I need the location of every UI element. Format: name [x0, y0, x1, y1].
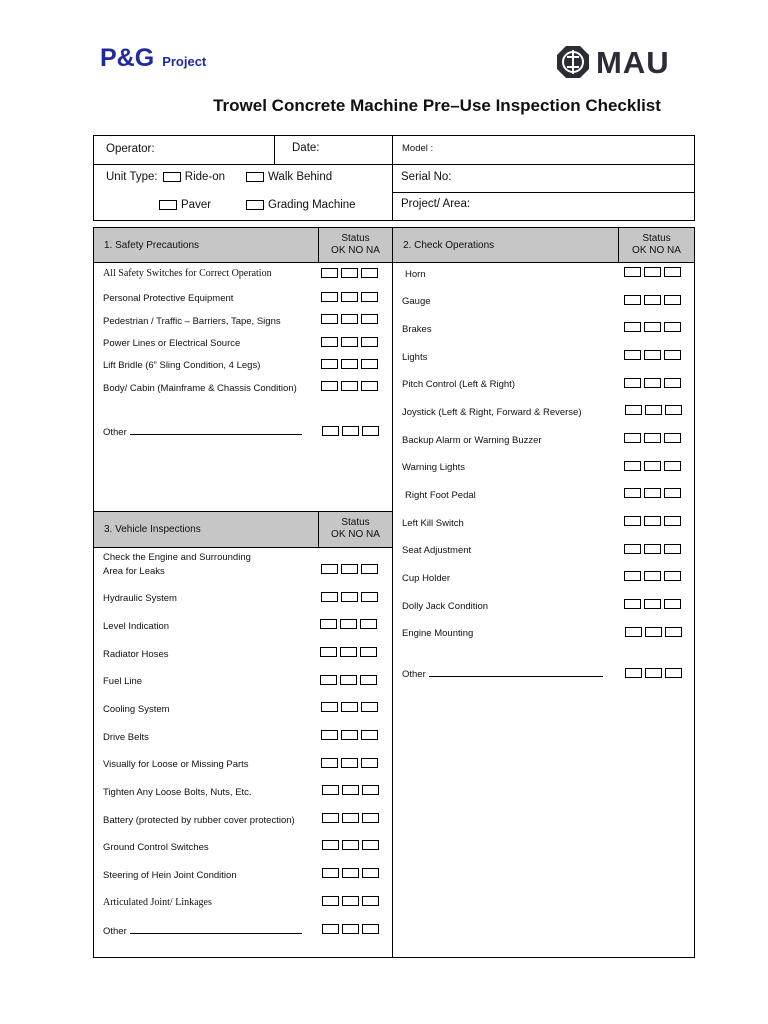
- check-item: Right Foot Pedal: [405, 490, 476, 501]
- status-checkboxes[interactable]: [322, 840, 379, 850]
- walk-behind-label: Walk Behind: [268, 171, 333, 183]
- status-checkboxes[interactable]: [624, 516, 681, 526]
- mau-emblem-icon: [556, 45, 590, 79]
- status-checkboxes[interactable]: [624, 267, 681, 277]
- status-label: Status: [341, 517, 370, 528]
- vehicle-item-first: [103, 551, 251, 579]
- brand-subtitle: Project: [162, 54, 207, 69]
- status-checkboxes[interactable]: [624, 433, 681, 443]
- paver-checkbox[interactable]: [159, 200, 177, 210]
- status-checkboxes[interactable]: [321, 702, 378, 712]
- status-checkboxes[interactable]: [321, 592, 378, 602]
- check-item: Gauge: [402, 296, 431, 307]
- vehicle-item: Steering of Hein Joint Condition: [103, 870, 237, 881]
- check-item: Pitch Control (Left & Right): [402, 379, 515, 390]
- safety-item: Pedestrian / Traffic – Barriers, Tape, Signs: [103, 316, 281, 327]
- check-item: Seat Adjustment: [402, 545, 472, 556]
- check-item: Warning Lights: [402, 462, 466, 473]
- check-item: Horn: [405, 269, 426, 280]
- vehicle-section-header: 3. Vehicle Inspections: [93, 511, 319, 548]
- vehicle-item: Tighten Any Loose Bolts, Nuts, Etc.: [103, 787, 252, 798]
- serial-no-label: Serial No:: [401, 171, 452, 183]
- status-checkboxes[interactable]: [624, 350, 681, 360]
- check-section-header: 2. Check Operations: [392, 227, 619, 263]
- check-item: Backup Alarm or Warning Buzzer: [402, 435, 542, 446]
- status-checkboxes[interactable]: [625, 668, 682, 678]
- safety-item: Personal Protective Equipment: [103, 293, 234, 304]
- status-checkboxes[interactable]: [624, 322, 681, 332]
- walk-behind-option: [246, 171, 332, 183]
- other-label: Other: [103, 427, 127, 438]
- status-checkboxes[interactable]: [321, 314, 378, 324]
- status-checkboxes[interactable]: [322, 426, 379, 436]
- status-checkboxes[interactable]: [322, 813, 379, 823]
- status-checkboxes[interactable]: [320, 619, 377, 629]
- status-checkboxes[interactable]: [624, 571, 681, 581]
- safety-section-header: 1. Safety Precautions: [93, 227, 319, 263]
- brand-name: P&G: [100, 44, 155, 72]
- status-checkboxes[interactable]: [321, 564, 378, 574]
- check-item: Left Kill Switch: [402, 518, 464, 529]
- check-item: Lights: [402, 352, 428, 363]
- other-blank-line[interactable]: [429, 676, 603, 677]
- status-checkboxes[interactable]: [321, 268, 378, 278]
- check-item: Dolly Jack Condition: [402, 601, 489, 612]
- status-checkboxes[interactable]: [321, 359, 378, 369]
- status-checkboxes[interactable]: [321, 758, 378, 768]
- vehicle-item: Ground Control Switches: [103, 842, 209, 853]
- vehicle-item: Level Indication: [103, 621, 170, 632]
- other-label: Other: [103, 926, 127, 937]
- vehicle-item: Fuel Line: [103, 676, 143, 687]
- vehicle-item: Visually for Loose or Missing Parts: [103, 759, 249, 770]
- status-checkboxes[interactable]: [321, 381, 378, 391]
- safety-item: Power Lines or Electrical Source: [103, 338, 241, 349]
- ride-on-label: Ride-on: [184, 171, 226, 183]
- check-status-header: [618, 227, 695, 263]
- status-checkboxes[interactable]: [322, 785, 379, 795]
- vehicle-other: [103, 926, 302, 937]
- walk-behind-checkbox[interactable]: [246, 172, 264, 182]
- paver-option: [159, 199, 211, 211]
- status-checkboxes[interactable]: [625, 405, 682, 415]
- status-checkboxes[interactable]: [320, 647, 377, 657]
- ok-no-na-label: OK NO NA: [632, 245, 681, 256]
- grading-machine-label: Grading Machine: [268, 199, 356, 211]
- logo-text: MAU: [596, 44, 670, 80]
- safety-item: Lift Bridle (6” Sling Condition, 4 Legs): [103, 360, 261, 371]
- status-checkboxes[interactable]: [624, 378, 681, 388]
- vehicle-item-line: Area for Leaks: [103, 566, 165, 577]
- status-checkboxes[interactable]: [321, 337, 378, 347]
- status-checkboxes[interactable]: [624, 599, 681, 609]
- safety-status-header: [318, 227, 393, 263]
- status-checkboxes[interactable]: [321, 730, 378, 740]
- check-item: Cup Holder: [402, 573, 451, 584]
- ride-on-checkbox[interactable]: [163, 172, 181, 182]
- status-checkboxes[interactable]: [322, 924, 379, 934]
- paver-label: Paver: [181, 199, 212, 211]
- other-label: Other: [402, 669, 426, 680]
- unit-type-row: [106, 171, 225, 183]
- status-checkboxes[interactable]: [321, 292, 378, 302]
- status-label: Status: [341, 233, 370, 244]
- vehicle-item: Cooling System: [103, 704, 170, 715]
- status-checkboxes[interactable]: [322, 868, 379, 878]
- safety-item: Body/ Cabin (Mainframe & Chassis Condition): [103, 383, 297, 394]
- brand-title: [100, 44, 206, 73]
- unit-type-label: Unit Type:: [106, 171, 158, 183]
- check-item: Joystick (Left & Right, Forward & Reverse): [402, 407, 582, 418]
- vehicle-item: Battery (protected by rubber cover protection): [103, 815, 295, 826]
- model-label: Model :: [402, 143, 434, 154]
- company-logo: [556, 45, 670, 79]
- status-checkboxes[interactable]: [624, 488, 681, 498]
- page-title: Trowel Concrete Machine Pre–Use Inspection Checklist: [213, 96, 661, 115]
- status-checkboxes[interactable]: [624, 295, 681, 305]
- check-item: Engine Mounting: [402, 628, 474, 639]
- vehicle-item: Drive Belts: [103, 732, 149, 743]
- safety-item: All Safety Switches for Correct Operation: [103, 268, 272, 279]
- status-checkboxes[interactable]: [624, 461, 681, 471]
- grading-machine-checkbox[interactable]: [246, 200, 264, 210]
- grading-machine-option: [246, 199, 356, 211]
- status-checkboxes[interactable]: [625, 627, 682, 637]
- status-checkboxes[interactable]: [624, 544, 681, 554]
- check-other: [402, 669, 603, 680]
- project-area-label: Project/ Area:: [401, 198, 471, 210]
- check-item: Brakes: [402, 324, 432, 335]
- operator-label: Operator:: [106, 143, 155, 155]
- ok-no-na-label: OK NO NA: [331, 245, 380, 256]
- other-blank-line[interactable]: [130, 933, 302, 934]
- status-checkboxes[interactable]: [320, 675, 377, 685]
- date-label: Date:: [292, 142, 320, 154]
- status-checkboxes[interactable]: [322, 896, 379, 906]
- vehicle-item: Radiator Hoses: [103, 649, 169, 660]
- safety-other: [103, 427, 302, 438]
- status-label: Status: [642, 233, 671, 244]
- vehicle-item: Articulated Joint/ Linkages: [103, 897, 212, 908]
- other-blank-line[interactable]: [130, 434, 302, 435]
- vehicle-item-line: Check the Engine and Surrounding: [103, 552, 251, 563]
- vehicle-item: Hydraulic System: [103, 593, 177, 604]
- ok-no-na-label: OK NO NA: [331, 529, 380, 540]
- vehicle-status-header: [318, 511, 393, 548]
